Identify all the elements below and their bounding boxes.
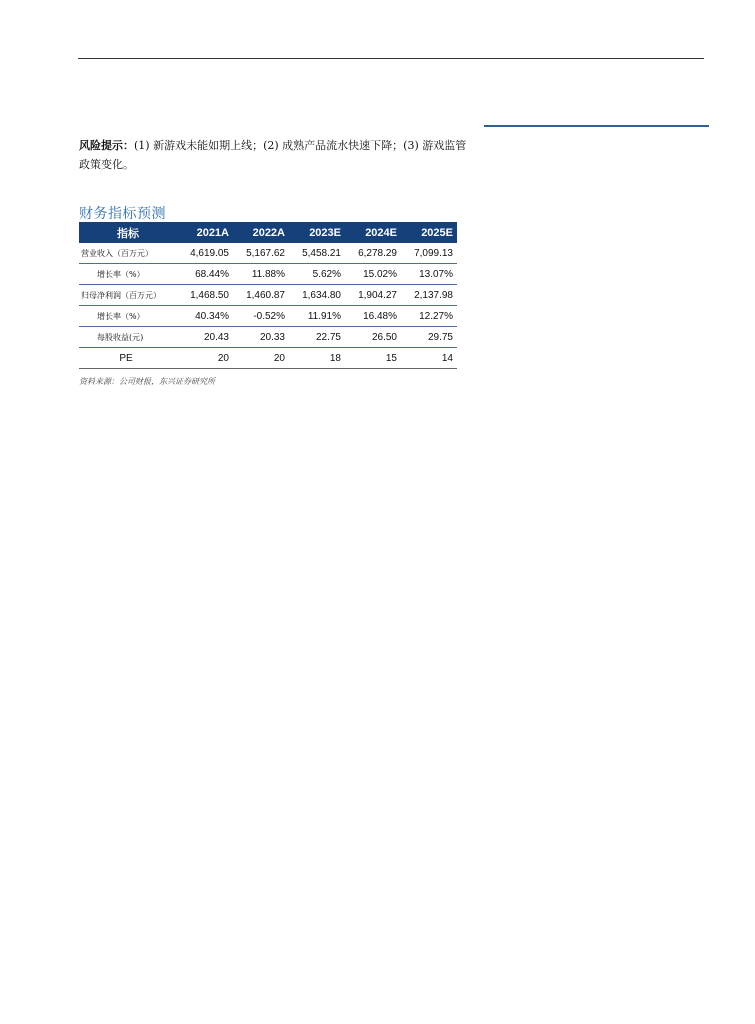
table-cell: 11.88% bbox=[233, 264, 289, 285]
table-cell: 1,634.80 bbox=[289, 285, 345, 306]
data-source-note: 资料来源：公司财报，东兴证券研究所 bbox=[79, 377, 215, 386]
table-cell: 40.34% bbox=[177, 306, 233, 327]
table-cell: 20.43 bbox=[177, 327, 233, 348]
table-row bbox=[79, 264, 457, 285]
table-cell: 1,460.87 bbox=[233, 285, 289, 306]
table-cell: 20.33 bbox=[233, 327, 289, 348]
row-label: 每股收益(元) bbox=[79, 327, 177, 348]
table-cell: 5,458.21 bbox=[289, 243, 345, 264]
header-cell: 指标 bbox=[79, 222, 177, 243]
table-row bbox=[79, 327, 457, 348]
table-cell: 7,099.13 bbox=[401, 243, 457, 264]
header-cell: 2025E bbox=[401, 222, 457, 243]
table-cell: 11.91% bbox=[289, 306, 345, 327]
table-cell: 5,167.62 bbox=[233, 243, 289, 264]
table-cell: 4,619.05 bbox=[177, 243, 233, 264]
table-cell: 13.07% bbox=[401, 264, 457, 285]
risk-warning bbox=[79, 136, 471, 174]
table-cell: 22.75 bbox=[289, 327, 345, 348]
table-row bbox=[79, 285, 457, 306]
row-label: PE bbox=[79, 348, 177, 369]
table-cell: 18 bbox=[289, 348, 345, 369]
table-header-row bbox=[79, 222, 457, 243]
table-cell: 68.44% bbox=[177, 264, 233, 285]
risk-label: 风险提示： bbox=[79, 139, 134, 152]
table-cell: 26.50 bbox=[345, 327, 401, 348]
table-cell: -0.52% bbox=[233, 306, 289, 327]
header-cell: 2024E bbox=[345, 222, 401, 243]
header-cell: 2022A bbox=[233, 222, 289, 243]
table-row bbox=[79, 348, 457, 369]
row-label: 增长率（%） bbox=[79, 264, 177, 285]
financial-forecast-title: 财务指标预测 bbox=[79, 206, 166, 222]
header-rule bbox=[78, 58, 704, 59]
risk-text: (1) 新游戏未能如期上线；(2) 成熟产品流水快速下降；(3) 游戏监管政策变化。 bbox=[79, 139, 467, 171]
table-cell: 1,904.27 bbox=[345, 285, 401, 306]
table-row bbox=[79, 306, 457, 327]
table-cell: 14 bbox=[401, 348, 457, 369]
table-cell: 15.02% bbox=[345, 264, 401, 285]
table-cell: 16.48% bbox=[345, 306, 401, 327]
sidebar-rule bbox=[484, 125, 709, 127]
table-cell: 2,137.98 bbox=[401, 285, 457, 306]
row-label: 归母净利润（百万元） bbox=[79, 285, 177, 306]
row-label: 营业收入（百万元） bbox=[79, 243, 177, 264]
table-cell: 12.27% bbox=[401, 306, 457, 327]
row-label: 增长率（%） bbox=[79, 306, 177, 327]
table-cell: 1,468.50 bbox=[177, 285, 233, 306]
header-cell: 2023E bbox=[289, 222, 345, 243]
table-cell: 5.62% bbox=[289, 264, 345, 285]
table-cell: 6,278.29 bbox=[345, 243, 401, 264]
table-cell: 20 bbox=[177, 348, 233, 369]
financial-forecast-table bbox=[79, 222, 457, 369]
header-cell: 2021A bbox=[177, 222, 233, 243]
table-cell: 29.75 bbox=[401, 327, 457, 348]
table-cell: 20 bbox=[233, 348, 289, 369]
table-row bbox=[79, 243, 457, 264]
table-cell: 15 bbox=[345, 348, 401, 369]
